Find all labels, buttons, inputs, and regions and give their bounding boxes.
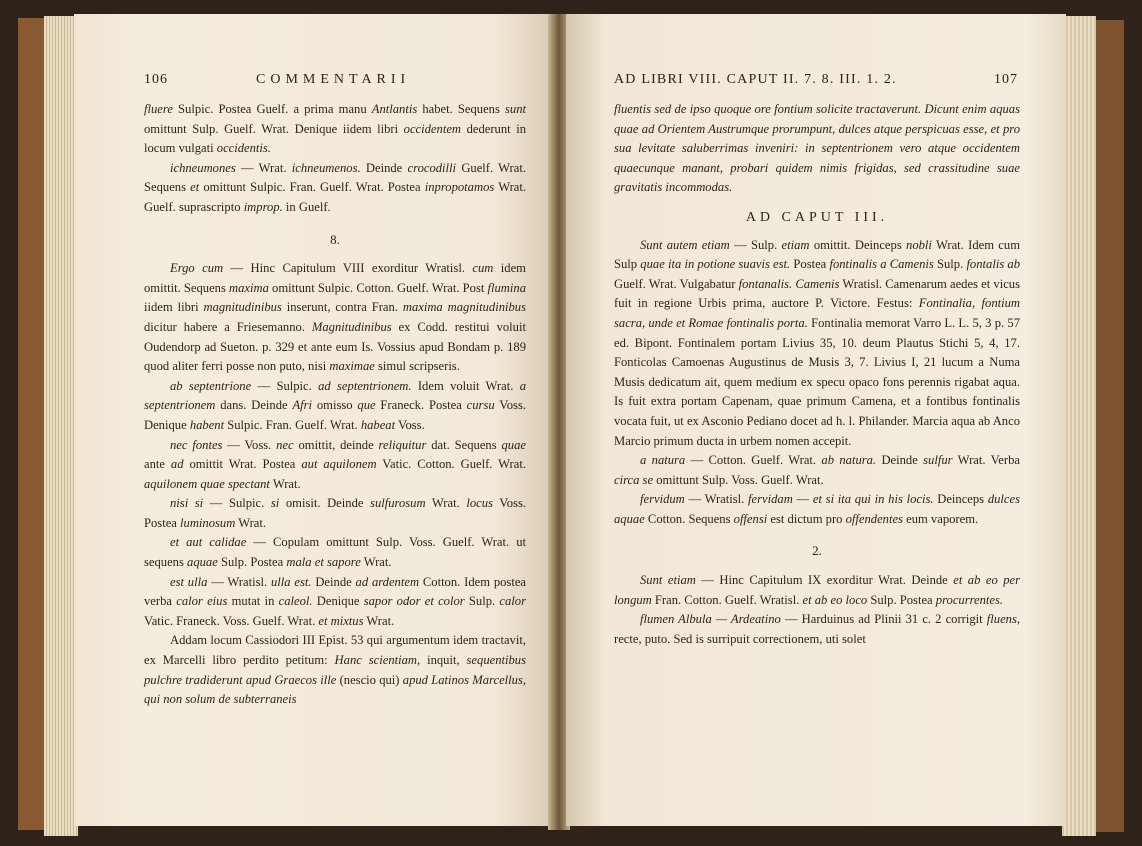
paragraph: ab septentrione — Sulpic. ad septentrionem. Idem voluit Wrat. a septentrionem dans. Deinde Afri omisso que Franeck. Postea cursu Voss. Denique habent Sulpic. Fran. Guelf. Wrat. habeat Voss. bbox=[144, 378, 526, 432]
paragraph: fluentis sed de ipso quoque ore fontium solicite tractaverunt. Dicunt enim aquas quae ad Orientem Austrumque prorumpunt, dulces atque perspicuas esse, et pro sua levitate saluberrimas inveniri: in septentrionem vero atque occidentem quaecunque manant, probari quidem nimis frigidas, sed crassitudine suae gravitatis incommodas. bbox=[614, 102, 1020, 195]
paragraph: a natura — Cotton. Guelf. Wrat. ab natura. Deinde sulfur Wrat. Verba circa se omittunt Sulp. Voss. Guelf. Wrat. bbox=[614, 453, 1020, 487]
chapter-heading: AD CAPUT III. bbox=[745, 209, 889, 225]
paragraph: fluere Sulpic. Postea Guelf. a prima manu Antlantis habet. Sequens sunt omittunt Sulp. Guelf. Wrat. Denique iidem libri occidentem dederunt in locum vulgati occidentis. bbox=[144, 102, 526, 156]
paragraph: est ulla — Wratisl. ulla est. Deinde ad ardentem Cotton. Idem postea verba calor eius mutat in caleol. Denique sapor odor et color Sulp. calor Vatic. Franeck. Voss. Guelf. Wrat. et mixtus Wrat. bbox=[144, 574, 527, 628]
paragraph: ichneumones — Wrat. ichneumenos. Deinde crocodilli Guelf. Wrat. Sequens et omittunt Sulpic. Fran. Guelf. Wrat. Postea inpropotamos Wrat. Guelf. suprascripto improp. in Guelf. bbox=[144, 160, 527, 214]
paragraph: Sunt etiam — Hinc Capitulum IX exorditur Wrat. Deinde et ab eo per longum Fran. Cotton. Guelf. Wratisl. et ab eo loco Sulp. Postea procurrentes. bbox=[614, 573, 1020, 607]
page-edges-left bbox=[44, 16, 78, 836]
right-page-text bbox=[614, 100, 1020, 649]
paragraph: flumen Albula — Ardeatino — Harduinus ad Plinii 31 c. 2 corrigit fluens, recte, puto. Sed is surripuit correctionem, uti solet bbox=[614, 612, 1021, 646]
section-number: 2. bbox=[812, 543, 822, 559]
paragraph: et aut calidae — Copulam omittunt Sulp. Voss. Guelf. Wrat. ut sequens aquae Sulp. Postea mala et sapore Wrat. bbox=[144, 535, 527, 570]
page-number-right: 107 bbox=[994, 72, 1018, 87]
paragraph: Ergo cum — Hinc Capitulum VIII exorditur Wratisl. cum idem omittit. Sequens maxima omittunt Sulpic. Cotton. Guelf. Wrat. Post flumina iidem libri magnitudinibus inserunt, contra Fran. maxima magnitudinibus dicitur habere a Friesemanno. Magnitudinibus ex Codd. restitui voluit Oudendorp ad Sueton. p. 329 et ante eum Is. Vossius apud Bondam p. 189 quod aliter ferri posse non puto, nisi maximae simul scripseris. bbox=[144, 261, 526, 374]
page-number-left: 106 bbox=[144, 72, 168, 87]
paragraph: Sunt autem etiam — Sulp. etiam omittit. Deinceps nobli Wrat. Idem cum Sulp quae ita in potione suavis est. Postea fontinalis a Camenis Sulp. fontalis ab Guelf. Wrat. Vulgabatur fontanalis. Camenis Wratisl. Camenarum aedes et vicus fuit in regione Urbis prima, auctore P. Victore. Festus: Fontinalia, fontium sacra, unde et Romae fontinalis porta. Fontinalia memorat Varro L. L. 5, 3 p. 57 ed. Bipont. Fontinalem portam Livius 35, 10. deum Plautus Stichi 5, 4, 17. Fonticolas Camoenas Augustinus de Musis 3, 7. Livius I, 21 lucum a Numa Musis dedicatum ait, quem medium ex specu opaco fons perennis rigabat aqua. Is fuit extra portam Capenam, quae primum Camena, et a fontibus fontinalis vocata fuit, ut ex Asconio Pediano docet ad h. l. Philander. Marcia aqua ab Anco Marcio primum ducta in urbem nomen accepit. bbox=[614, 237, 1021, 448]
paragraph: nisi si — Sulpic. si omisit. Deinde sulfurosum Wrat. locus Voss. Postea luminosum Wrat. bbox=[144, 496, 526, 530]
page-edges-right bbox=[1062, 16, 1096, 836]
running-head-right: AD LIBRI VIII. CAPUT II. 7. 8. III. 1. 2. bbox=[614, 72, 897, 87]
paragraph: nec fontes — Voss. nec omittit, deinde reliquitur dat. Sequens quae ante ad omittit Wrat. Postea aut aquilonem Vatic. Cotton. Guelf. Wrat. aquilonem quae spectant Wrat. bbox=[144, 437, 526, 491]
paragraph: Addam locum Cassiodori III Epist. 53 qui argumentum idem tractavit, ex Marcelli libro perdito petitum: Hanc scientiam, inquit, sequentibus pulchre tradiderunt apud Graecos ille (nescio qui) apud Latinos Marcellus, qui non solum de subterraneis bbox=[144, 633, 526, 707]
running-head-left: COMMENTARII bbox=[256, 72, 411, 87]
left-page bbox=[74, 14, 552, 826]
left-page-text bbox=[144, 100, 526, 710]
paragraph: fervidum — Wratisl. fervidam — et si ita qui in his locis. Deinceps dulces aquae Cotton. Sequens offensi est dictum pro offendentes eum vaporem. bbox=[614, 492, 1020, 526]
section-number: 8. bbox=[330, 231, 340, 247]
right-page bbox=[566, 14, 1066, 826]
